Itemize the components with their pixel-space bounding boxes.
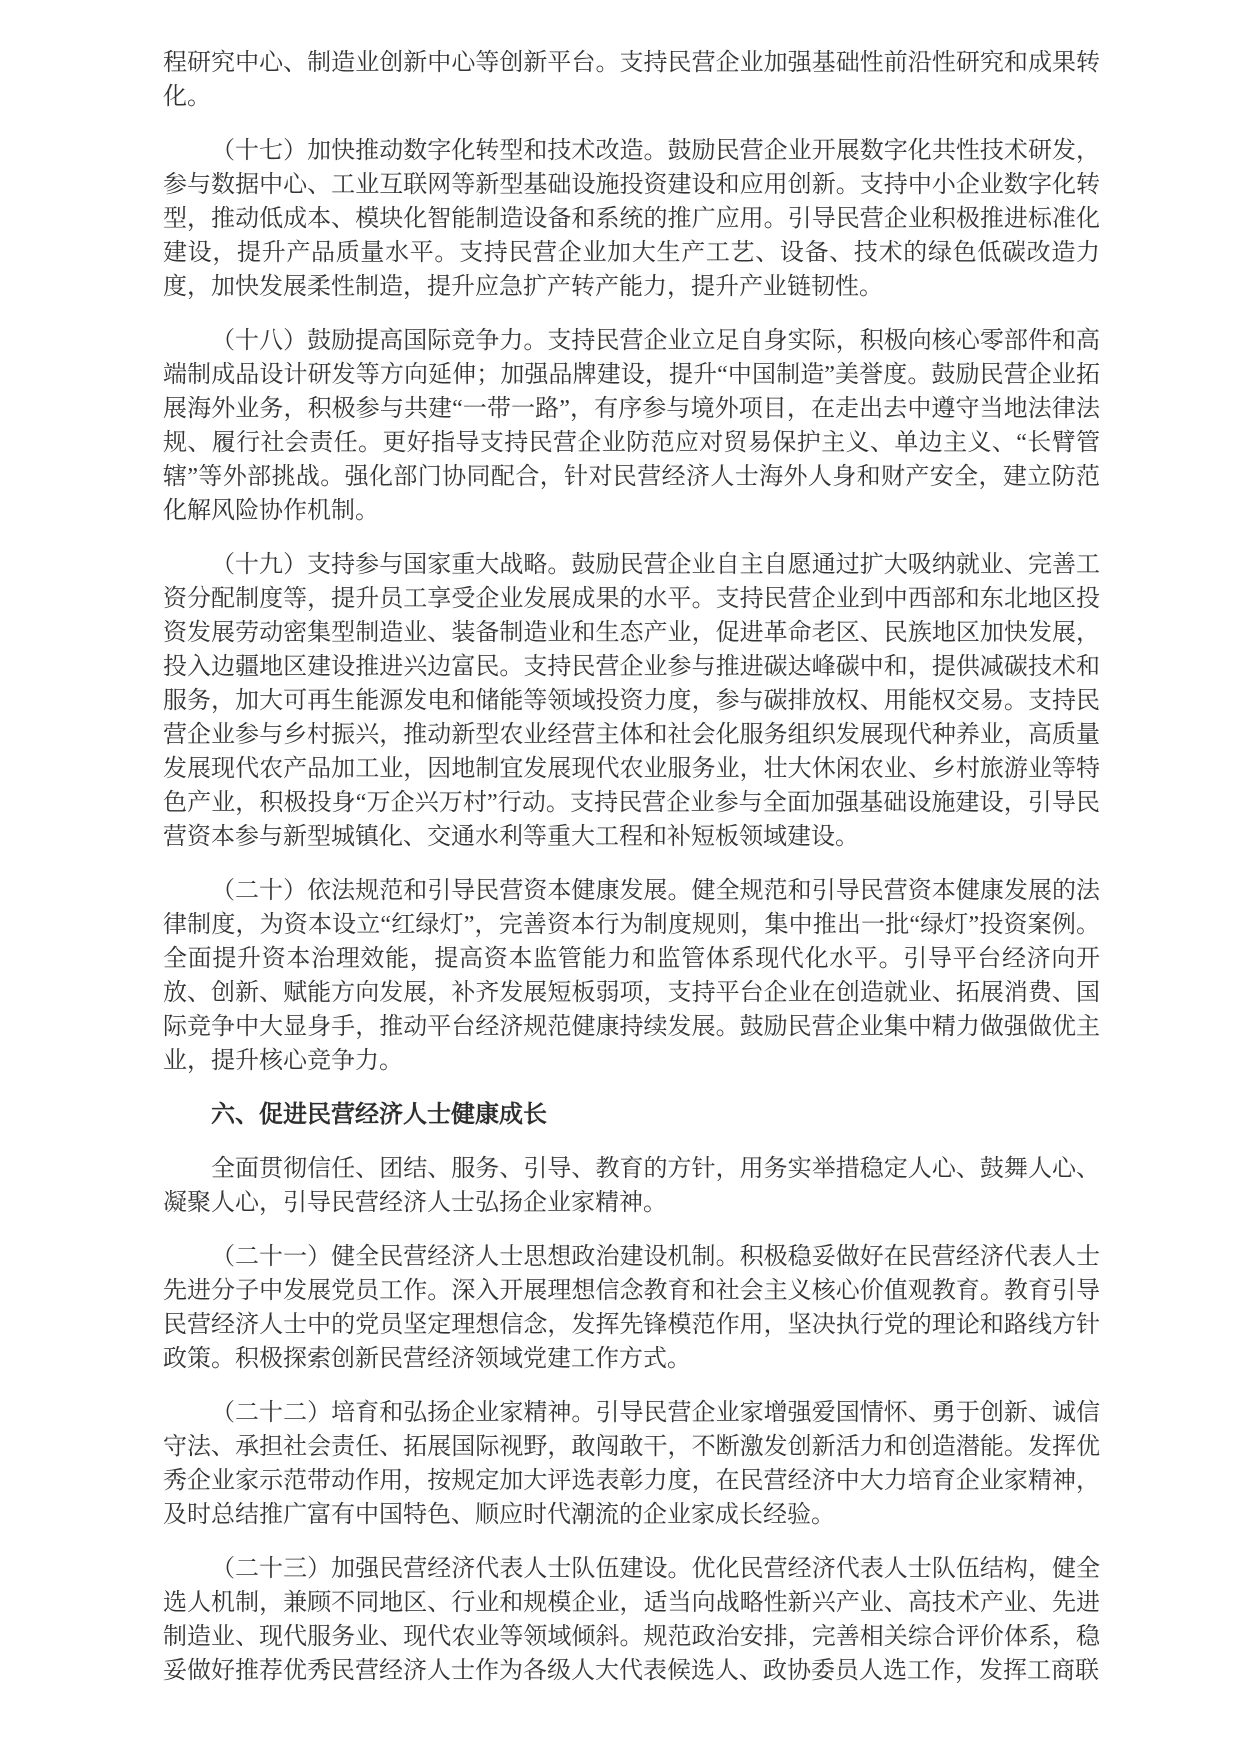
paragraph-22-entrepreneurship-spirit: （二十二）培育和弘扬企业家精神。引导民营企业家增强爱国情怀、勇于创新、诚信守法、承担社会责任、拓展国际视野，敢闯敢干，不断激发创新活力和创造潜能。发挥优秀企业家示范带动作用，按规定加大评选表彰力度，在民营经济中大力培育企业家精神，及时总结推广富有中国特色、顺应时代潮流的企业家成长经验。 xyxy=(163,1400,1100,1528)
paragraph-23-representative-team-building: （二十三）加强民营经济代表人士队伍建设。优化民营经济代表人士队伍结构，健全选人机制，兼顾不同地区、行业和规模企业，适当向战略性新兴产业、高技术产业、先进制造业、现代服务业、现代农业等领域倾斜。规范政治安排，完善相关综合评价体系，稳妥做好推荐优秀民营经济人士作为各级人大代表候选人、政协委员人选工作，发挥工商联 xyxy=(163,1556,1100,1684)
section-heading-six: 六、促进民营经济人士健康成长 xyxy=(211,1101,547,1128)
paragraph-20-private-capital: （二十）依法规范和引导民营资本健康发展。健全规范和引导民营资本健康发展的法律制度，为资本设立“红绿灯”，完善资本行为制度规则，集中推出一批“绿灯”投资案例。全面提升资本治理效能，提高资本监管能力和监管体系现代化水平。引导平台经济向开放、创新、赋能方向发展，补齐发展短板弱项，支持平台企业在创造就业、拓展消费、国际竞争中大显身手，推动平台经济规范健康持续发展。鼓励民营企业集中精力做强做优主业，提升核心竞争力。 xyxy=(163,878,1100,1074)
section-six-intro: 全面贯彻信任、团结、服务、引导、教育的方针，用务实举措稳定人心、鼓舞人心、凝聚人心，引导民营经济人士弘扬企业家精神。 xyxy=(163,1156,1100,1216)
paragraph-16-continuation: 程研究中心、制造业创新中心等创新平台。支持民营企业加强基础性前沿性研究和成果转化。 xyxy=(163,50,1100,110)
paragraph-18-international-competitiveness: （十八）鼓励提高国际竞争力。支持民营企业立足自身实际，积极向核心零部件和高端制成品设计研发等方向延伸；加强品牌建设，提升“中国制造”美誉度。鼓励民营企业拓展海外业务，积极参与共建“一带一路”，有序参与境外项目，在走出去中遵守当地法律法规、履行社会责任。更好指导支持民营企业防范应对贸易保护主义、单边主义、“长臂管辖”等外部挑战。强化部门协同配合，针对民营经济人士海外人身和财产安全，建立防范化解风险协作机制。 xyxy=(163,328,1100,524)
paragraph-21-ideological-political-mechanism: （二十一）健全民营经济人士思想政治建设机制。积极稳妥做好在民营经济代表人士先进分子中发展党员工作。深入开展理想信念教育和社会主义核心价值观教育。教育引导民营经济人士中的党员坚定理想信念，发挥先锋模范作用，坚决执行党的理论和路线方针政策。积极探索创新民营经济领域党建工作方式。 xyxy=(163,1244,1100,1372)
paragraph-17-digital-transformation: （十七）加快推动数字化转型和技术改造。鼓励民营企业开展数字化共性技术研发，参与数据中心、工业互联网等新型基础设施投资建设和应用创新。支持中小企业数字化转型，推动低成本、模块化智能制造设备和系统的推广应用。引导民营企业积极推进标准化建设，提升产品质量水平。支持民营企业加大生产工艺、设备、技术的绿色低碳改造力度，加快发展柔性制造，提升应急扩产转产能力，提升产业链韧性。 xyxy=(163,138,1100,300)
paragraph-19-national-strategies: （十九）支持参与国家重大战略。鼓励民营企业自主自愿通过扩大吸纳就业、完善工资分配制度等，提升员工享受企业发展成果的水平。支持民营企业到中西部和东北地区投资发展劳动密集型制造业、装备制造业和生态产业，促进革命老区、民族地区加快发展，投入边疆地区建设推进兴边富民。支持民营企业参与推进碳达峰碳中和，提供减碳技术和服务，加大可再生能源发电和储能等领域投资力度，参与碳排放权、用能权交易。支持民营企业参与乡村振兴，推动新型农业经营主体和社会化服务组织发展现代种养业，高质量发展现代农产品加工业，因地制宜发展现代农业服务业，壮大休闲农业、乡村旅游业等特色产业，积极投身“万企兴万村”行动。支持民营企业参与全面加强基础设施建设，引导民营资本参与新型城镇化、交通水利等重大工程和补短板领域建设。 xyxy=(163,552,1100,850)
